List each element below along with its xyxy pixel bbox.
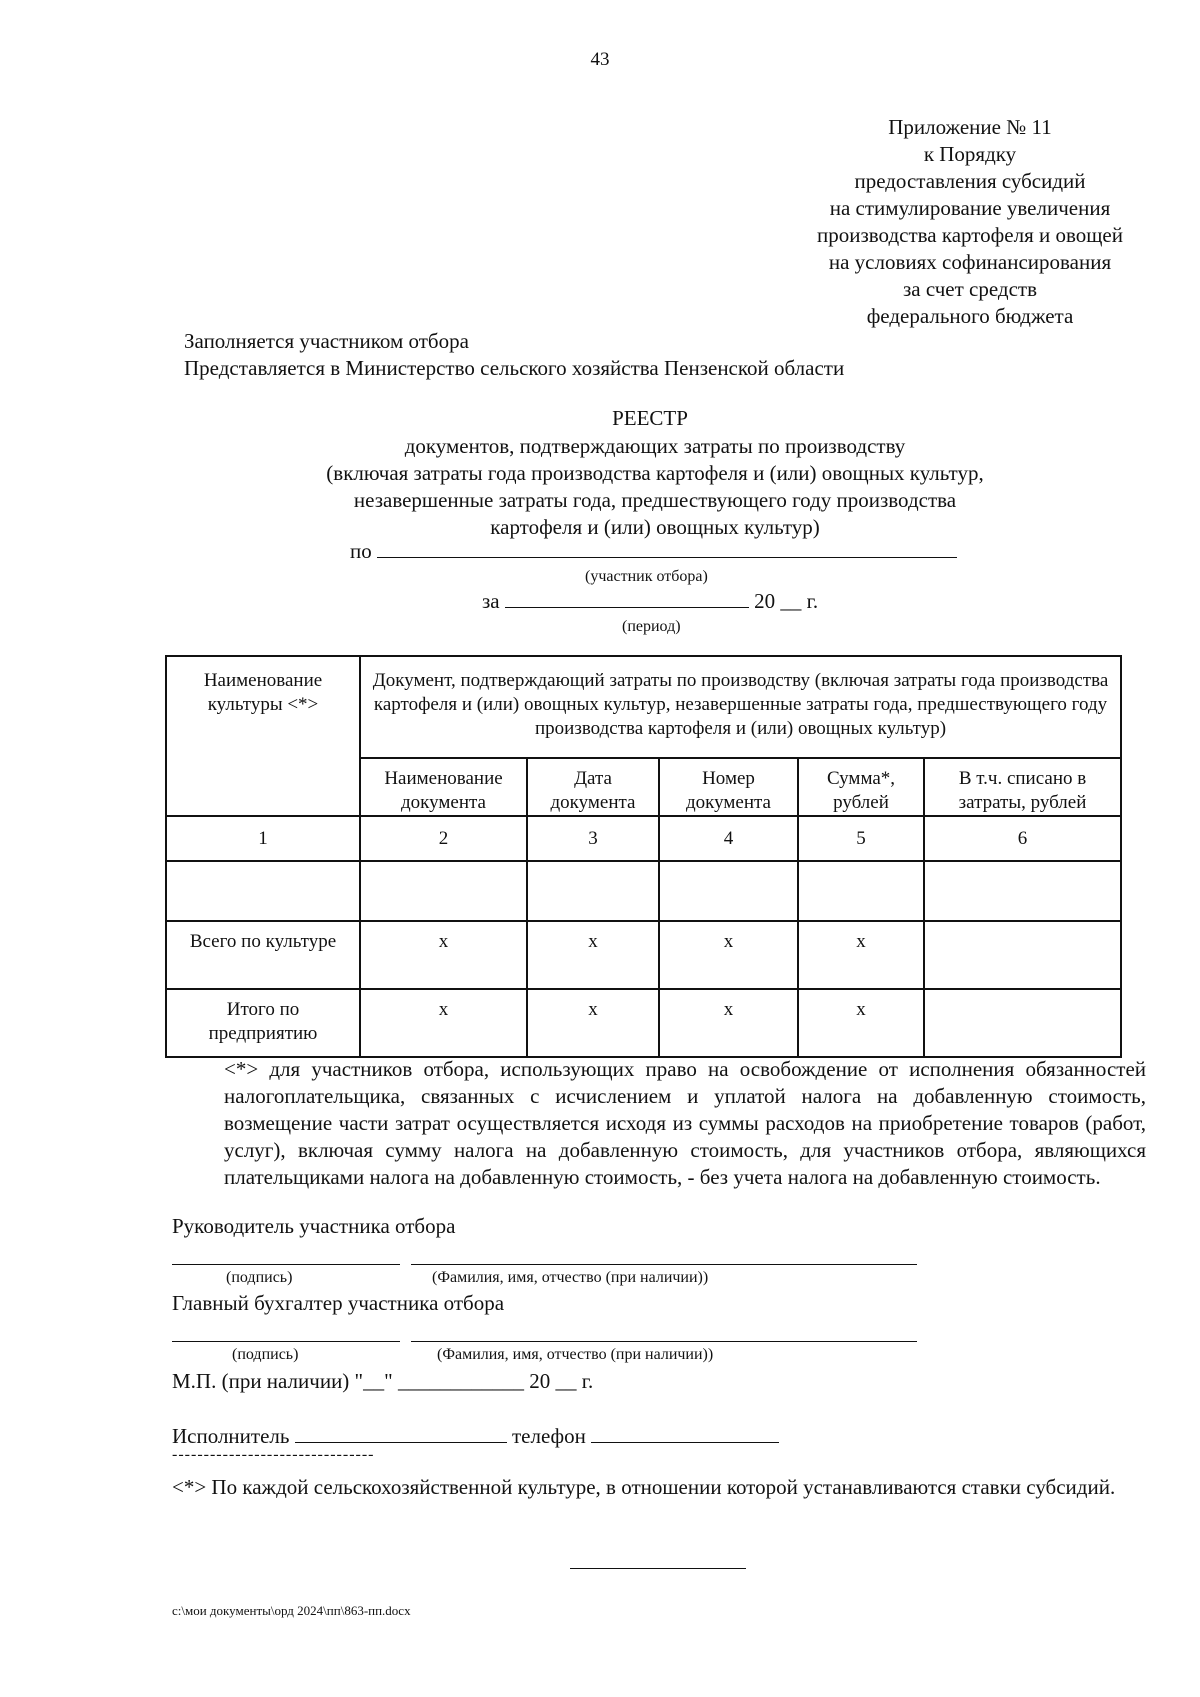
registry-subtitle-line: незавершенные затраты года, предшествующего году производства <box>353 488 957 512</box>
registry-title: РЕЕСТР <box>612 406 688 430</box>
row-label: Итого по предприятию <box>166 989 360 1057</box>
table-cell: х <box>360 989 527 1057</box>
header-doc-number: Номер документа <box>659 758 798 816</box>
column-number: 5 <box>798 816 924 861</box>
column-number: 4 <box>659 816 798 861</box>
phone-field[interactable] <box>591 1424 779 1443</box>
period-line <box>482 588 818 615</box>
appendix-line: к Порядку <box>923 142 1017 166</box>
table-cell: х <box>527 989 659 1057</box>
stamp-date-line: М.П. (при наличии) "__" ____________ 20 __ г. <box>172 1369 594 1393</box>
table-cell: х <box>798 989 924 1057</box>
table-cell[interactable] <box>798 861 924 921</box>
period-field[interactable] <box>505 589 749 608</box>
table-cell: х <box>659 989 798 1057</box>
file-path: c:\мои документы\орд 2024\пп\863-пп.docx <box>172 1603 411 1618</box>
registry-subtitle-line: документов, подтверждающих затраты по производству <box>404 434 906 458</box>
registry-subtitle-line: (включая затраты года производства картофеля и (или) овощных культур, <box>326 461 984 485</box>
column-number: 6 <box>924 816 1121 861</box>
executor-field[interactable] <box>295 1424 507 1443</box>
executor-label: Исполнитель <box>172 1424 290 1448</box>
vat-footnote <box>172 1056 1146 1191</box>
table-cell[interactable] <box>924 921 1121 989</box>
appendix-line: производства картофеля и овощей <box>817 223 1123 247</box>
year-text: 20 __ г. <box>754 589 819 613</box>
table-cell[interactable] <box>360 861 527 921</box>
appendix-line: за счет средств <box>902 277 1038 301</box>
bottom-rule <box>570 1568 746 1569</box>
table-cell[interactable] <box>659 861 798 921</box>
header-document-group: Документ, подтверждающий затраты по производству (включая затраты года производства картофеля и (или) овощных культур, незавершенные затраты года, предшествующего году производства картофеля и (или) овощных культур) <box>360 656 1121 758</box>
appendix-line: предоставления субсидий <box>854 169 1086 193</box>
phone-label: телефон <box>511 1424 586 1448</box>
signature-caption: (подпись) <box>232 1346 299 1363</box>
column-number: 2 <box>360 816 527 861</box>
po-label: по <box>350 539 372 563</box>
registry-subtitle <box>0 433 1200 541</box>
registry-table <box>165 655 1122 1058</box>
header-doc-name: Наименование документа <box>360 758 527 816</box>
table-cell: х <box>659 921 798 989</box>
appendix-block <box>760 114 1180 330</box>
header-amount: Сумма*, рублей <box>798 758 924 816</box>
appendix-line: федерального бюджета <box>866 304 1074 328</box>
vat-footnote-text: <*> для участников отбора, использующих право на освобождение от исполнения обязанностей налогоплательщика, связанных с исчислением и уплатой налога на добавленную стоимость, возмещение части затрат осуществляется исходя из суммы расходов на приобретение товаров (работ, услуг), включая сумму налога на добавленную стоимость, для участников отбора, являющихся плательщиками налога на добавленную стоимость, - без учета налога на добавленную стоимость. <box>224 1057 1146 1189</box>
za-label: за <box>482 589 500 613</box>
participant-line <box>350 538 957 565</box>
participant-caption: (участник отбора) <box>585 568 708 585</box>
participant-field[interactable] <box>377 539 957 558</box>
registry-subtitle-line: картофеля и (или) овощных культур) <box>490 515 820 539</box>
accountant-name-field[interactable] <box>411 1323 917 1342</box>
appendix-line: на стимулирование увеличения <box>829 196 1111 220</box>
header-doc-date: Дата документа <box>527 758 659 816</box>
period-caption: (период) <box>622 618 681 635</box>
appendix-line: на условиях софинансирования <box>828 250 1112 274</box>
filled-by-note: Заполняется участником отбора <box>184 329 469 353</box>
table-cell[interactable] <box>924 861 1121 921</box>
row-label: Всего по культуре <box>166 921 360 989</box>
accountant-signature-field[interactable] <box>172 1323 400 1342</box>
column-number: 1 <box>166 816 360 861</box>
name-caption: (Фамилия, имя, отчество (при наличии)) <box>432 1269 709 1286</box>
table-cell[interactable] <box>527 861 659 921</box>
appendix-line: Приложение № 11 <box>888 115 1052 139</box>
accountant-label: Главный бухгалтер участника отбора <box>172 1291 505 1315</box>
signature-caption: (подпись) <box>226 1269 293 1286</box>
table-cell[interactable] <box>166 861 360 921</box>
page-number: 43 <box>590 49 610 70</box>
header-written-off: В т.ч. списано в затраты, рублей <box>924 758 1121 816</box>
table-cell: х <box>527 921 659 989</box>
table-row <box>166 861 1121 921</box>
table-row <box>166 921 1121 989</box>
head-signature-field[interactable] <box>172 1246 400 1265</box>
table-cell: х <box>360 921 527 989</box>
name-caption: (Фамилия, имя, отчество (при наличии)) <box>437 1346 714 1363</box>
table-cell: х <box>798 921 924 989</box>
table-cell[interactable] <box>924 989 1121 1057</box>
table-row <box>166 989 1121 1057</box>
column-number: 3 <box>527 816 659 861</box>
submitted-to-note: Представляется в Министерство сельского хозяйства Пензенской области <box>184 356 845 380</box>
head-name-field[interactable] <box>411 1246 917 1265</box>
crop-footnote: <*> По каждой сельскохозяйственной культуре, в отношении которой устанавливаются ставки субсидий. <box>172 1475 1116 1499</box>
head-label: Руководитель участника отбора <box>172 1214 456 1238</box>
header-crop-name: Наименование культуры <*> <box>166 656 360 816</box>
footnote-separator: -------------------------------- <box>172 1446 375 1463</box>
